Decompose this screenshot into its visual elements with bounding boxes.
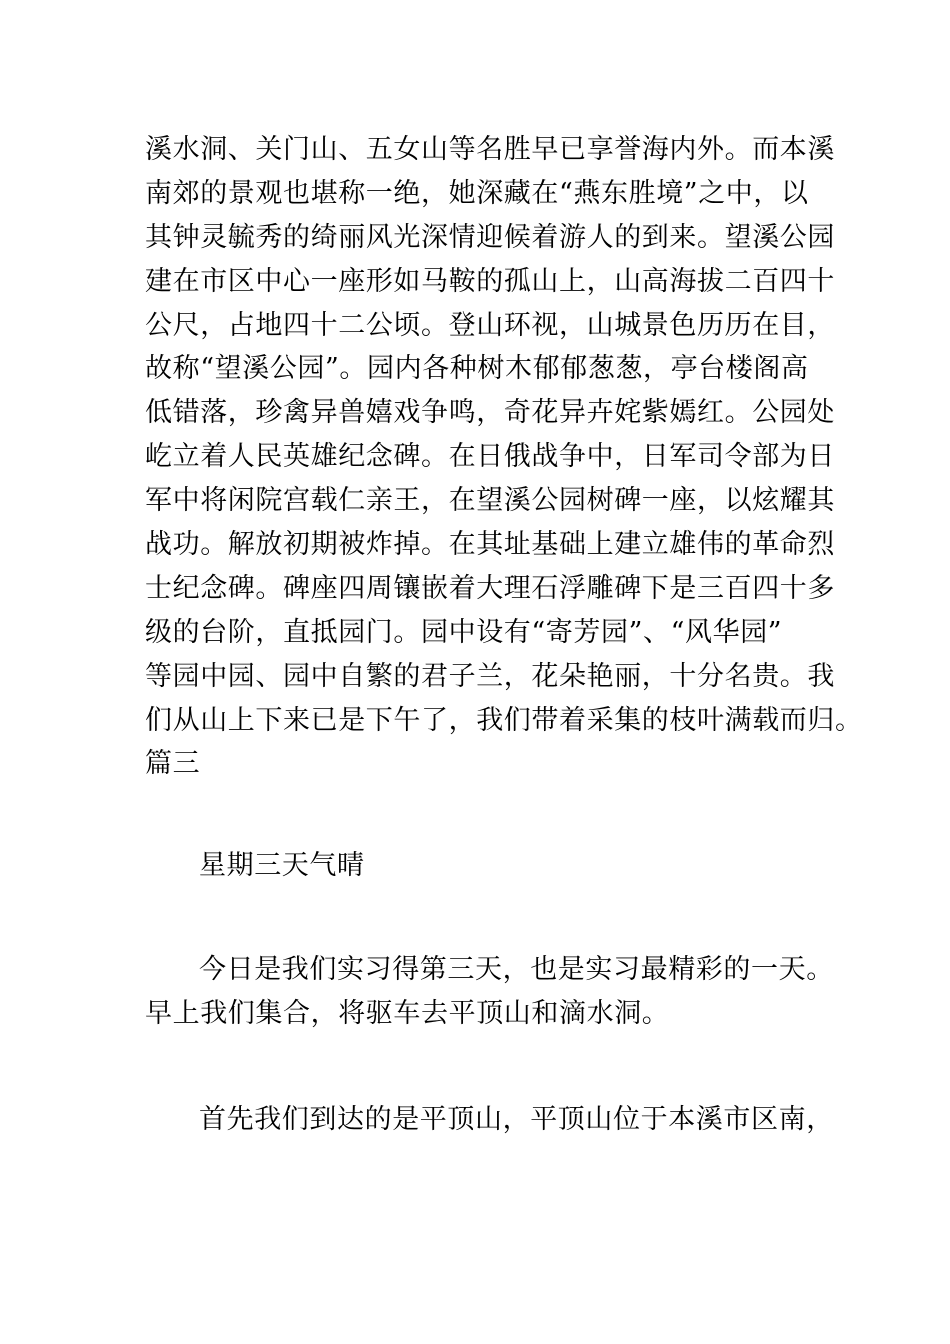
text-line: 早上我们集合，将驱车去平顶山和滴水洞。 <box>145 998 670 1030</box>
text-line: 故称“望溪公园”。园内各种树木郁郁葱葱，亭台楼阁高 <box>145 353 809 385</box>
text-line: 级的台阶，直抵园门。园中设有“寄芳园”、“风华园” <box>145 616 783 648</box>
text-line: 低错落，珍禽异兽嬉戏争鸣，奇花异卉姹紫嫣红。公园处 <box>145 397 835 429</box>
text-line: 军中将闲院宫载仁亲王，在望溪公园树碑一座，以炫耀其 <box>145 485 835 517</box>
text-line: 等园中园、园中自繁的君子兰，花朵艳丽，十分名贵。我 <box>145 660 835 692</box>
weather-line: 星期三天气晴 <box>199 850 365 882</box>
text-line: 们从山上下来已是下午了，我们带着采集的枝叶满载而归。 <box>145 704 863 736</box>
paragraph-spacer <box>145 888 810 948</box>
text-line: 战功。解放初期被炸掉。在其址基础上建立雄伟的革命烈 <box>145 529 835 561</box>
text-line: 首先我们到达的是平顶山，平顶山位于本溪市区南， <box>199 1104 834 1136</box>
paragraph-spacer <box>145 1036 810 1098</box>
text-line: 公尺，占地四十二公顷。登山环视，山城景色历历在目， <box>145 309 835 341</box>
text-line: 今日是我们实习得第三天，也是实习最精彩的一天。 <box>199 954 834 986</box>
paragraph-1 <box>145 128 863 742</box>
paragraph-3 <box>145 1098 834 1142</box>
text-line: 其钟灵毓秀的绮丽风光深情迎候着游人的到来。望溪公园 <box>145 221 835 253</box>
text-line: 屹立着人民英雄纪念碑。在日俄战争中，日军司令部为日 <box>145 441 835 473</box>
text-line: 南郊的景观也堪称一绝，她深藏在“燕东胜境”之中，以 <box>145 177 809 209</box>
paragraph-spacer <box>145 786 810 844</box>
document-page <box>145 128 863 1142</box>
paragraph-2 <box>145 948 834 1036</box>
text-line: 溪水洞、关门山、五女山等名胜早已享誉海内外。而本溪 <box>145 134 835 165</box>
text-line: 士纪念碑。碑座四周镶嵌着大理石浮雕碑下是三百四十多 <box>145 572 835 604</box>
section-heading: 篇三 <box>145 748 201 780</box>
text-line: 建在市区中心一座形如马鞍的孤山上，山高海拔二百四十 <box>145 265 835 297</box>
